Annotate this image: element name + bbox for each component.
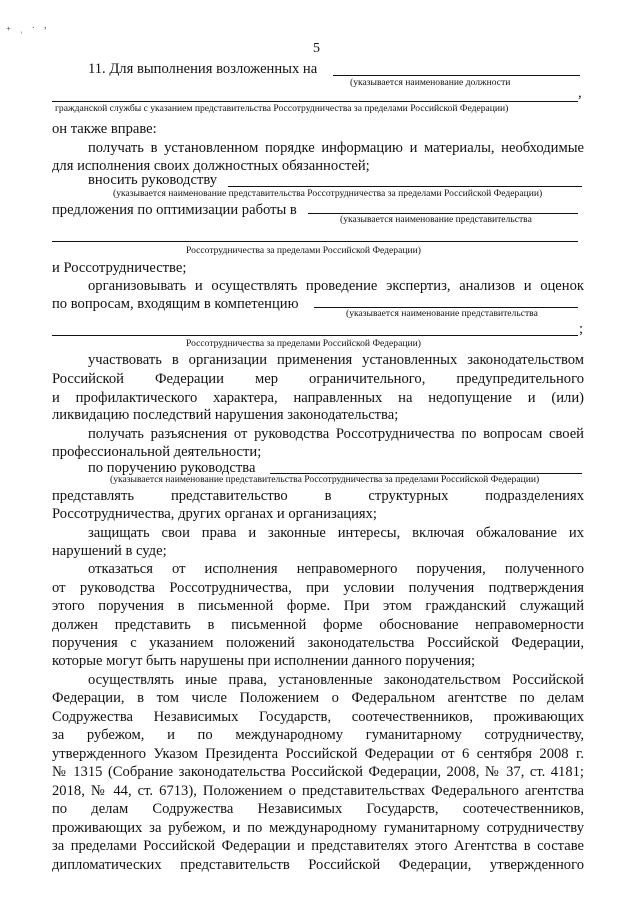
end-semicolon: ; xyxy=(579,321,584,337)
text-line: Содружества Независимых Государств, соотечественников, проживающих xyxy=(52,709,584,725)
text-line: должен представить в письменной форме обоснование неправомерности xyxy=(52,617,584,633)
caption-assignment: (указывается наименование представительства Россотрудничества за пределами Российской Федерации) xyxy=(110,474,540,485)
text-line: этого поручения в письменной форме. При этом гражданский служащий xyxy=(52,598,584,614)
fill-line-leadership xyxy=(228,186,582,187)
text-line: Федерации, в том числе Положением о Федеральном агентстве по делам xyxy=(52,690,584,706)
text-line: поручения с указанием положений законодательства Российской Федерации, xyxy=(52,635,584,651)
text-line: получать в установленном порядке информацию и материалы, необходимые xyxy=(88,140,584,156)
text-line: и Россотрудничестве; xyxy=(52,260,187,276)
text-line: нарушений в суде; xyxy=(52,543,167,559)
caption-representation: (указывается наименование представительства xyxy=(340,214,532,225)
text-line: вносить руководству xyxy=(88,172,218,188)
text-line: представлять представительство в структурных подразделениях xyxy=(52,488,584,504)
scan-marks: ⁺ ˒ ˙ ʼ xyxy=(6,26,50,37)
caption-position: (указывается наименование должности xyxy=(350,77,511,88)
fill-line-position xyxy=(333,75,580,76)
text-line: и профилактического характера, направленных на недопущение и (или) xyxy=(52,390,584,406)
text-line: защищать свои права и законные интересы, включая обжалование их xyxy=(88,525,584,541)
text-line: получать разъяснения от руководства Россотрудничества по вопросам своей xyxy=(88,426,584,442)
text-line: профессиональной деятельности; xyxy=(52,444,262,460)
text-line: по делам Содружества Независимых Государств, соотечественников, xyxy=(52,801,584,817)
caption-competence: (указывается наименование представительства xyxy=(346,308,538,319)
text-line: Российской Федерации мер ограничительного, предупредительного xyxy=(52,371,584,387)
fill-line-competence-cont xyxy=(52,335,578,336)
text-line: за рубежом, и по международному гуманитарному сотрудничеству, xyxy=(52,727,584,743)
fill-line-representation-cont xyxy=(52,241,578,242)
clause-11-intro: 11. Для выполнения возложенных на xyxy=(88,61,318,77)
text-line: утвержденного Указом Президента Российской Федерации от 6 сентября 2008 г. xyxy=(52,746,584,762)
text-line: № 1315 (Собрание законодательства Российской Федерации, 2008, № 37, ст. 4181; xyxy=(52,764,584,780)
text-line: предложения по оптимизации работы в xyxy=(52,202,297,218)
text-line: он также вправе: xyxy=(52,121,157,137)
text-line: дипломатических представительств Российской Федерации, утвержденного xyxy=(52,857,584,873)
text-line: отказаться от исполнения неправомерного поручения, полученного xyxy=(88,561,584,577)
text-line: которые могут быть нарушены при исполнении данного поручения; xyxy=(52,653,476,669)
caption-competence-cont: Россотрудничества за пределами Российской Федерации) xyxy=(186,338,421,349)
text-line: по поручению руководства xyxy=(88,460,256,476)
page-number: 5 xyxy=(313,41,320,56)
fill-line-position-cont xyxy=(52,101,578,102)
text-line: Россотрудничества, других органах и организациях; xyxy=(52,506,377,522)
text-line: организовывать и осуществлять проведение экспертиз, анализов и оценок xyxy=(88,278,584,294)
caption-representation-cont: Россотрудничества за пределами Российской Федерации) xyxy=(186,245,421,256)
text-line: за пределами Российской Федерации и представителях этого Агентства в составе xyxy=(52,838,584,854)
text-line: по вопросам, входящим в компетенцию xyxy=(52,296,299,312)
text-line: участвовать в организации применения установленных законодательством xyxy=(88,352,584,368)
text-line: от руководства Россотрудничества, при условии получения подтверждения xyxy=(52,580,584,596)
text-line: осуществлять иные права, установленные законодательством Российской xyxy=(88,672,584,688)
text-line: 2018, № 44, ст. 6713), Положением о представительствах Федерального агентства xyxy=(52,783,584,799)
text-line: для исполнения своих должностных обязанностей; xyxy=(52,158,370,174)
caption-leadership: (указывается наименование представительства Россотрудничества за пределами Российской Федерации) xyxy=(113,188,543,199)
end-comma: , xyxy=(578,85,582,101)
caption-position-cont: гражданской службы с указанием представительства Россотрудничества за пределами Российской Федерации) xyxy=(55,103,509,114)
text-line: ликвидацию последствий нарушения законодательства; xyxy=(52,407,399,423)
text-line: проживающих за рубежом, и по международному гуманитарному сотрудничеству xyxy=(52,820,584,836)
